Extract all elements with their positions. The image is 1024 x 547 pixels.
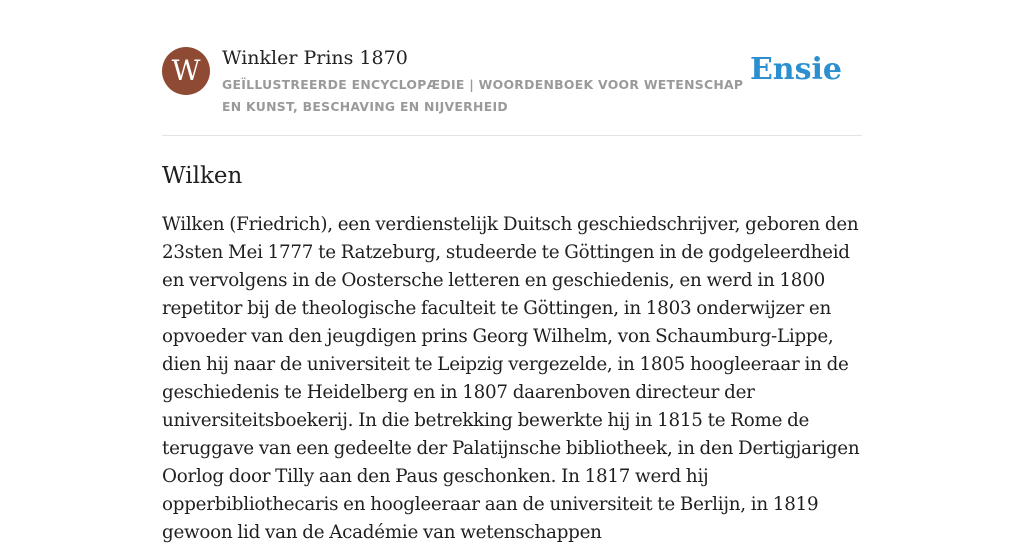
article-page <box>162 0 862 543</box>
source-info <box>222 45 752 118</box>
source-subtitle: GEÏLLUSTREERDE ENCYCLOPÆDIE | WOORDENBOEK VOOR WETENSCHAP EN KUNST, BESCHAVING EN NIJVERHEID <box>222 77 744 114</box>
entry-title: Wilken <box>162 163 243 189</box>
source-avatar[interactable]: W <box>162 47 210 95</box>
source-title[interactable]: Winkler Prins 1870 <box>222 47 408 69</box>
ensie-logo-link[interactable]: Ensie <box>749 52 842 87</box>
source-header <box>162 0 862 136</box>
entry-body: Wilken (Friedrich), een verdienstelijk Duitsch geschiedschrijver, geboren den 23sten Mei 1777 te Ratzeburg, studeerde te Göttingen in de godgeleerdheid en vervolgens in de Oostersche letteren en geschiedenis, en werd in 1800 repetitor bij de theologische faculteit te Göttingen, in 1803 onderwijzer en opvoeder van den jeugdigen prins Georg Wilhelm, von Schaumburg-Lippe, dien hij naar de universiteit te Leipzig vergezelde, in 1805 hoogleeraar in de geschiedenis te Heidelberg en in 1807 daarenboven directeur der universiteitsboekerij. In die betrekking bewerkte hij in 1815 te Rome de teruggave van een gedeelte der Palatijnsche bibliotheek, in den Dertigjarigen Oorlog door Tilly aan den Paus geschonken. In 1817 werd hij opperbibliothecaris en hoogleeraar aan de universiteit te Berlijn, in 1819 gewoon lid van de Académie van wetenschappen <box>162 214 860 543</box>
